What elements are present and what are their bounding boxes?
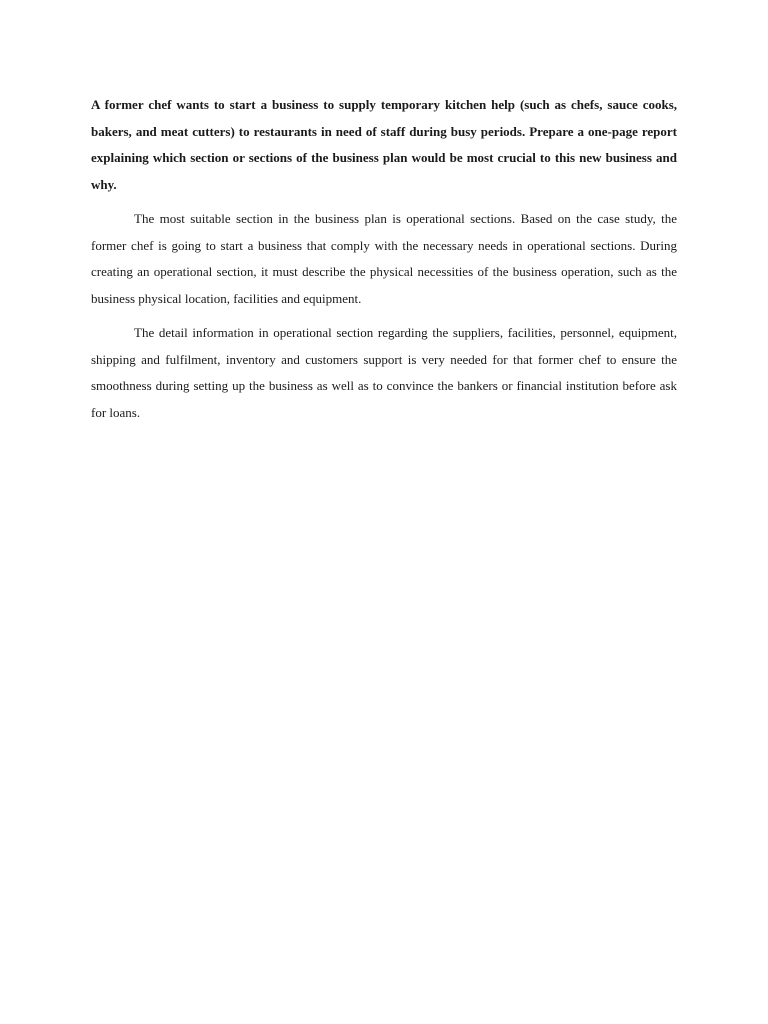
answer-paragraph-1: The most suitable section in the business plan is operational sections. Based on the case study, the former chef is going to start a business that comply with the necessary needs in operational sections. During creating an operational section, it must describe the physical necessities of the business operation, such as the business physical location, facilities and equipment. — [91, 211, 677, 306]
answer-paragraph-2: The detail information in operational section regarding the suppliers, facilities, personnel, equipment, shipping and fulfilment, inventory and customers support is very needed for that former chef to ensure the smoothness during setting up the business as well as to convince the bankers or financial institution before ask for loans. — [91, 325, 677, 420]
document-body — [91, 92, 677, 434]
question-text: A former chef wants to start a business to supply temporary kitchen help (such as chefs, sauce cooks, bakers, and meat cutters) to restaurants in need of staff during busy periods. Prepare a one-page report explaining which section or sections of the business plan would be most crucial to this new business and why. — [91, 97, 677, 192]
